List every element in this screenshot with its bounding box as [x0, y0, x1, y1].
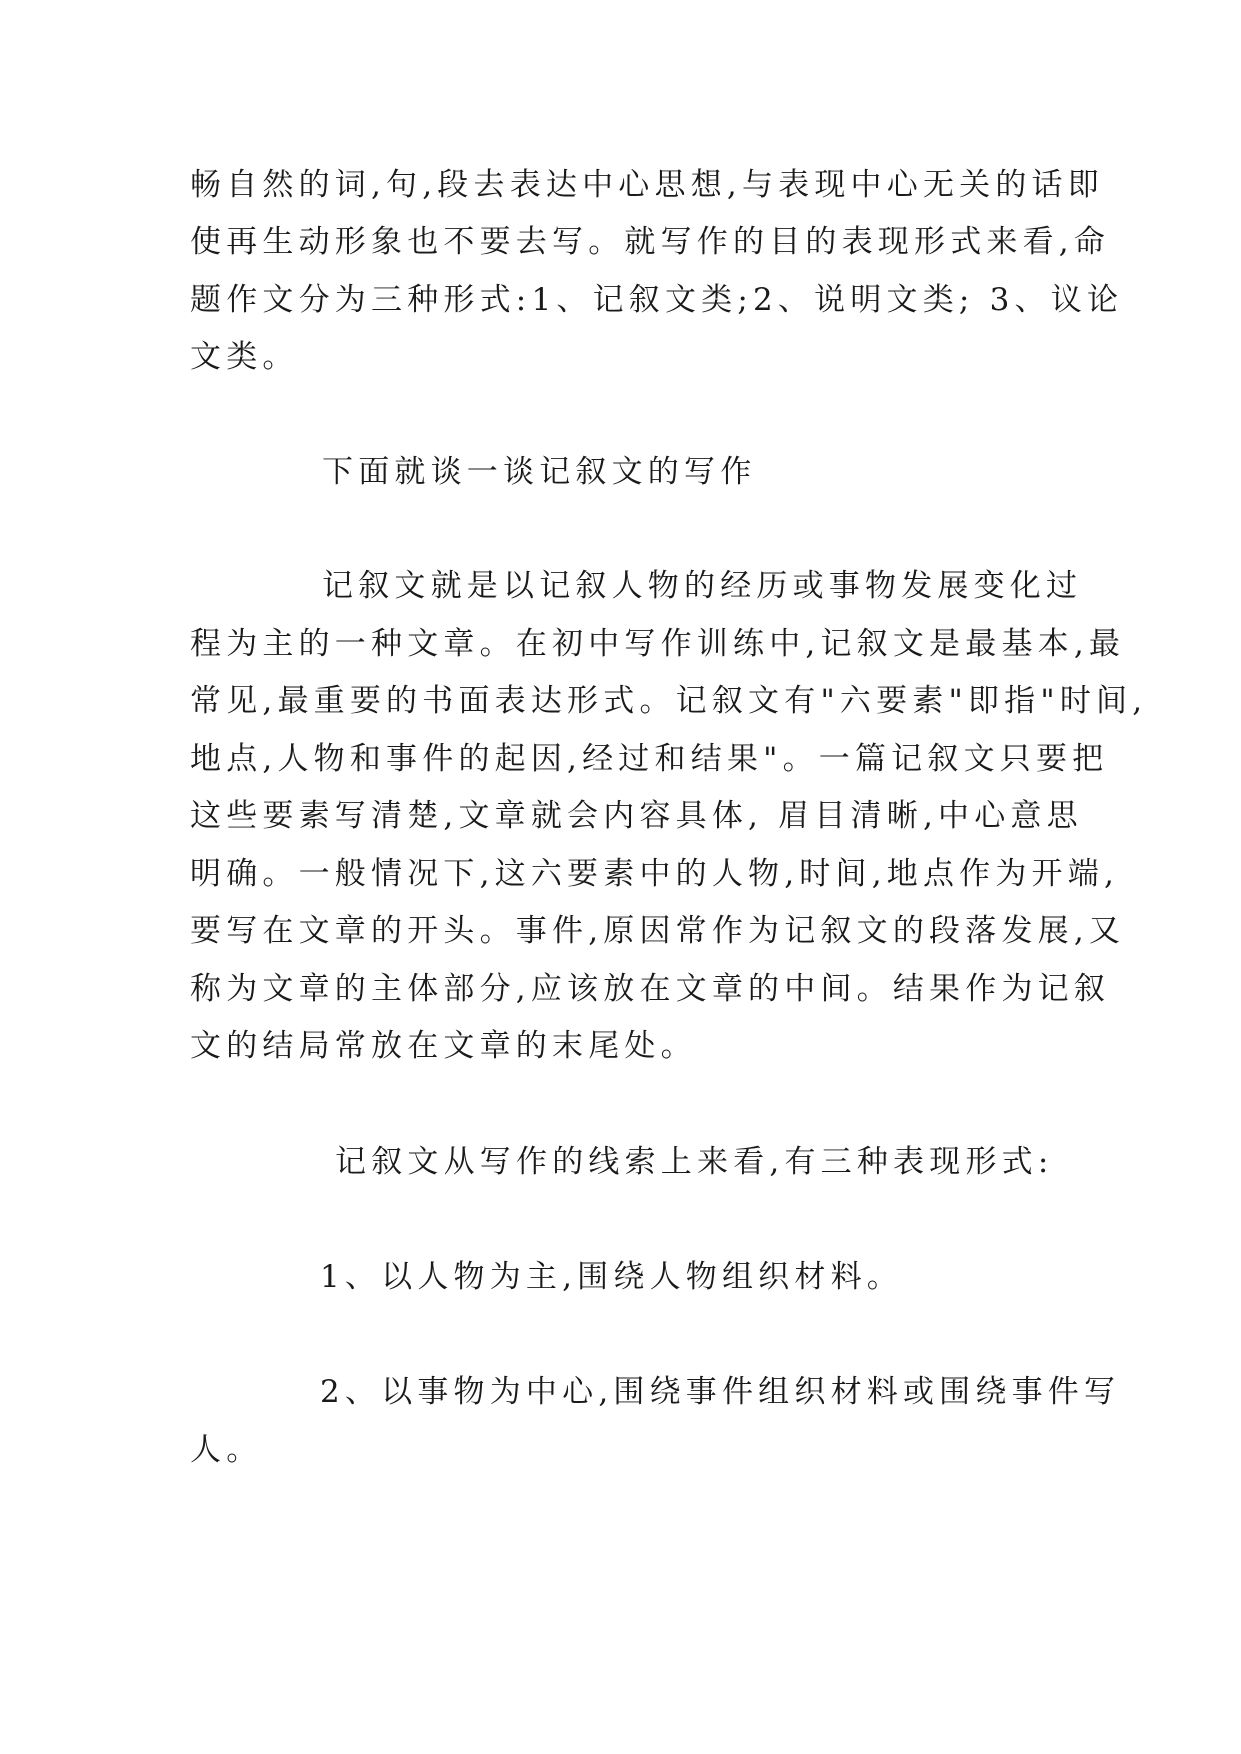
paragraph-2-line-5: 这些要素写清楚,文章就会内容具体, 眉目清晰,中心意思: [190, 798, 1083, 834]
paragraph-1-line-1: 畅自然的词,句,段去表达中心思想,与表现中心无关的话即: [190, 167, 1104, 203]
list-item-2-line-2: 人。: [190, 1432, 263, 1468]
paragraph-1-line-3: 题作文分为三种形式:1、记叙文类;2、说明文类; 3、议论: [190, 282, 1124, 318]
list-item-1: 1、以人物为主,围绕人物组织材料。: [320, 1259, 903, 1295]
paragraph-2-line-1: 记叙文就是以记叙人物的经历或事物发展变化过: [322, 568, 1083, 604]
paragraph-2-line-6: 明确。一般情况下,这六要素中的人物,时间,地点作为开端,: [190, 856, 1120, 892]
paragraph-2-line-2: 程为主的一种文章。在初中写作训练中,记叙文是最基本,最: [190, 626, 1126, 662]
section-heading-clue-forms: 记叙文从写作的线索上来看,有三种表现形式:: [335, 1144, 1054, 1180]
paragraph-2-line-4: 地点,人物和事件的起因,经过和结果"。一篇记叙文只要把: [190, 741, 1109, 777]
paragraph-2-line-3: 常见,最重要的书面表达形式。记叙文有"六要素"即指"时间,: [190, 683, 1148, 719]
paragraph-2-line-8: 称为文章的主体部分,应该放在文章的中间。结果作为记叙: [190, 971, 1111, 1007]
paragraph-1-line-2: 使再生动形象也不要去写。就写作的目的表现形式来看,命: [190, 224, 1111, 260]
paragraph-2-line-7: 要写在文章的开头。事件,原因常作为记叙文的段落发展,又: [190, 913, 1126, 949]
paragraph-1-line-4: 文类。: [190, 339, 299, 375]
paragraph-2-line-9: 文的结局常放在文章的末尾处。: [190, 1028, 697, 1064]
list-item-2-line-1: 2、以事物为中心,围绕事件组织材料或围绕事件写: [320, 1374, 1121, 1410]
section-heading-narrative-writing: 下面就谈一谈记叙文的写作: [322, 454, 757, 490]
